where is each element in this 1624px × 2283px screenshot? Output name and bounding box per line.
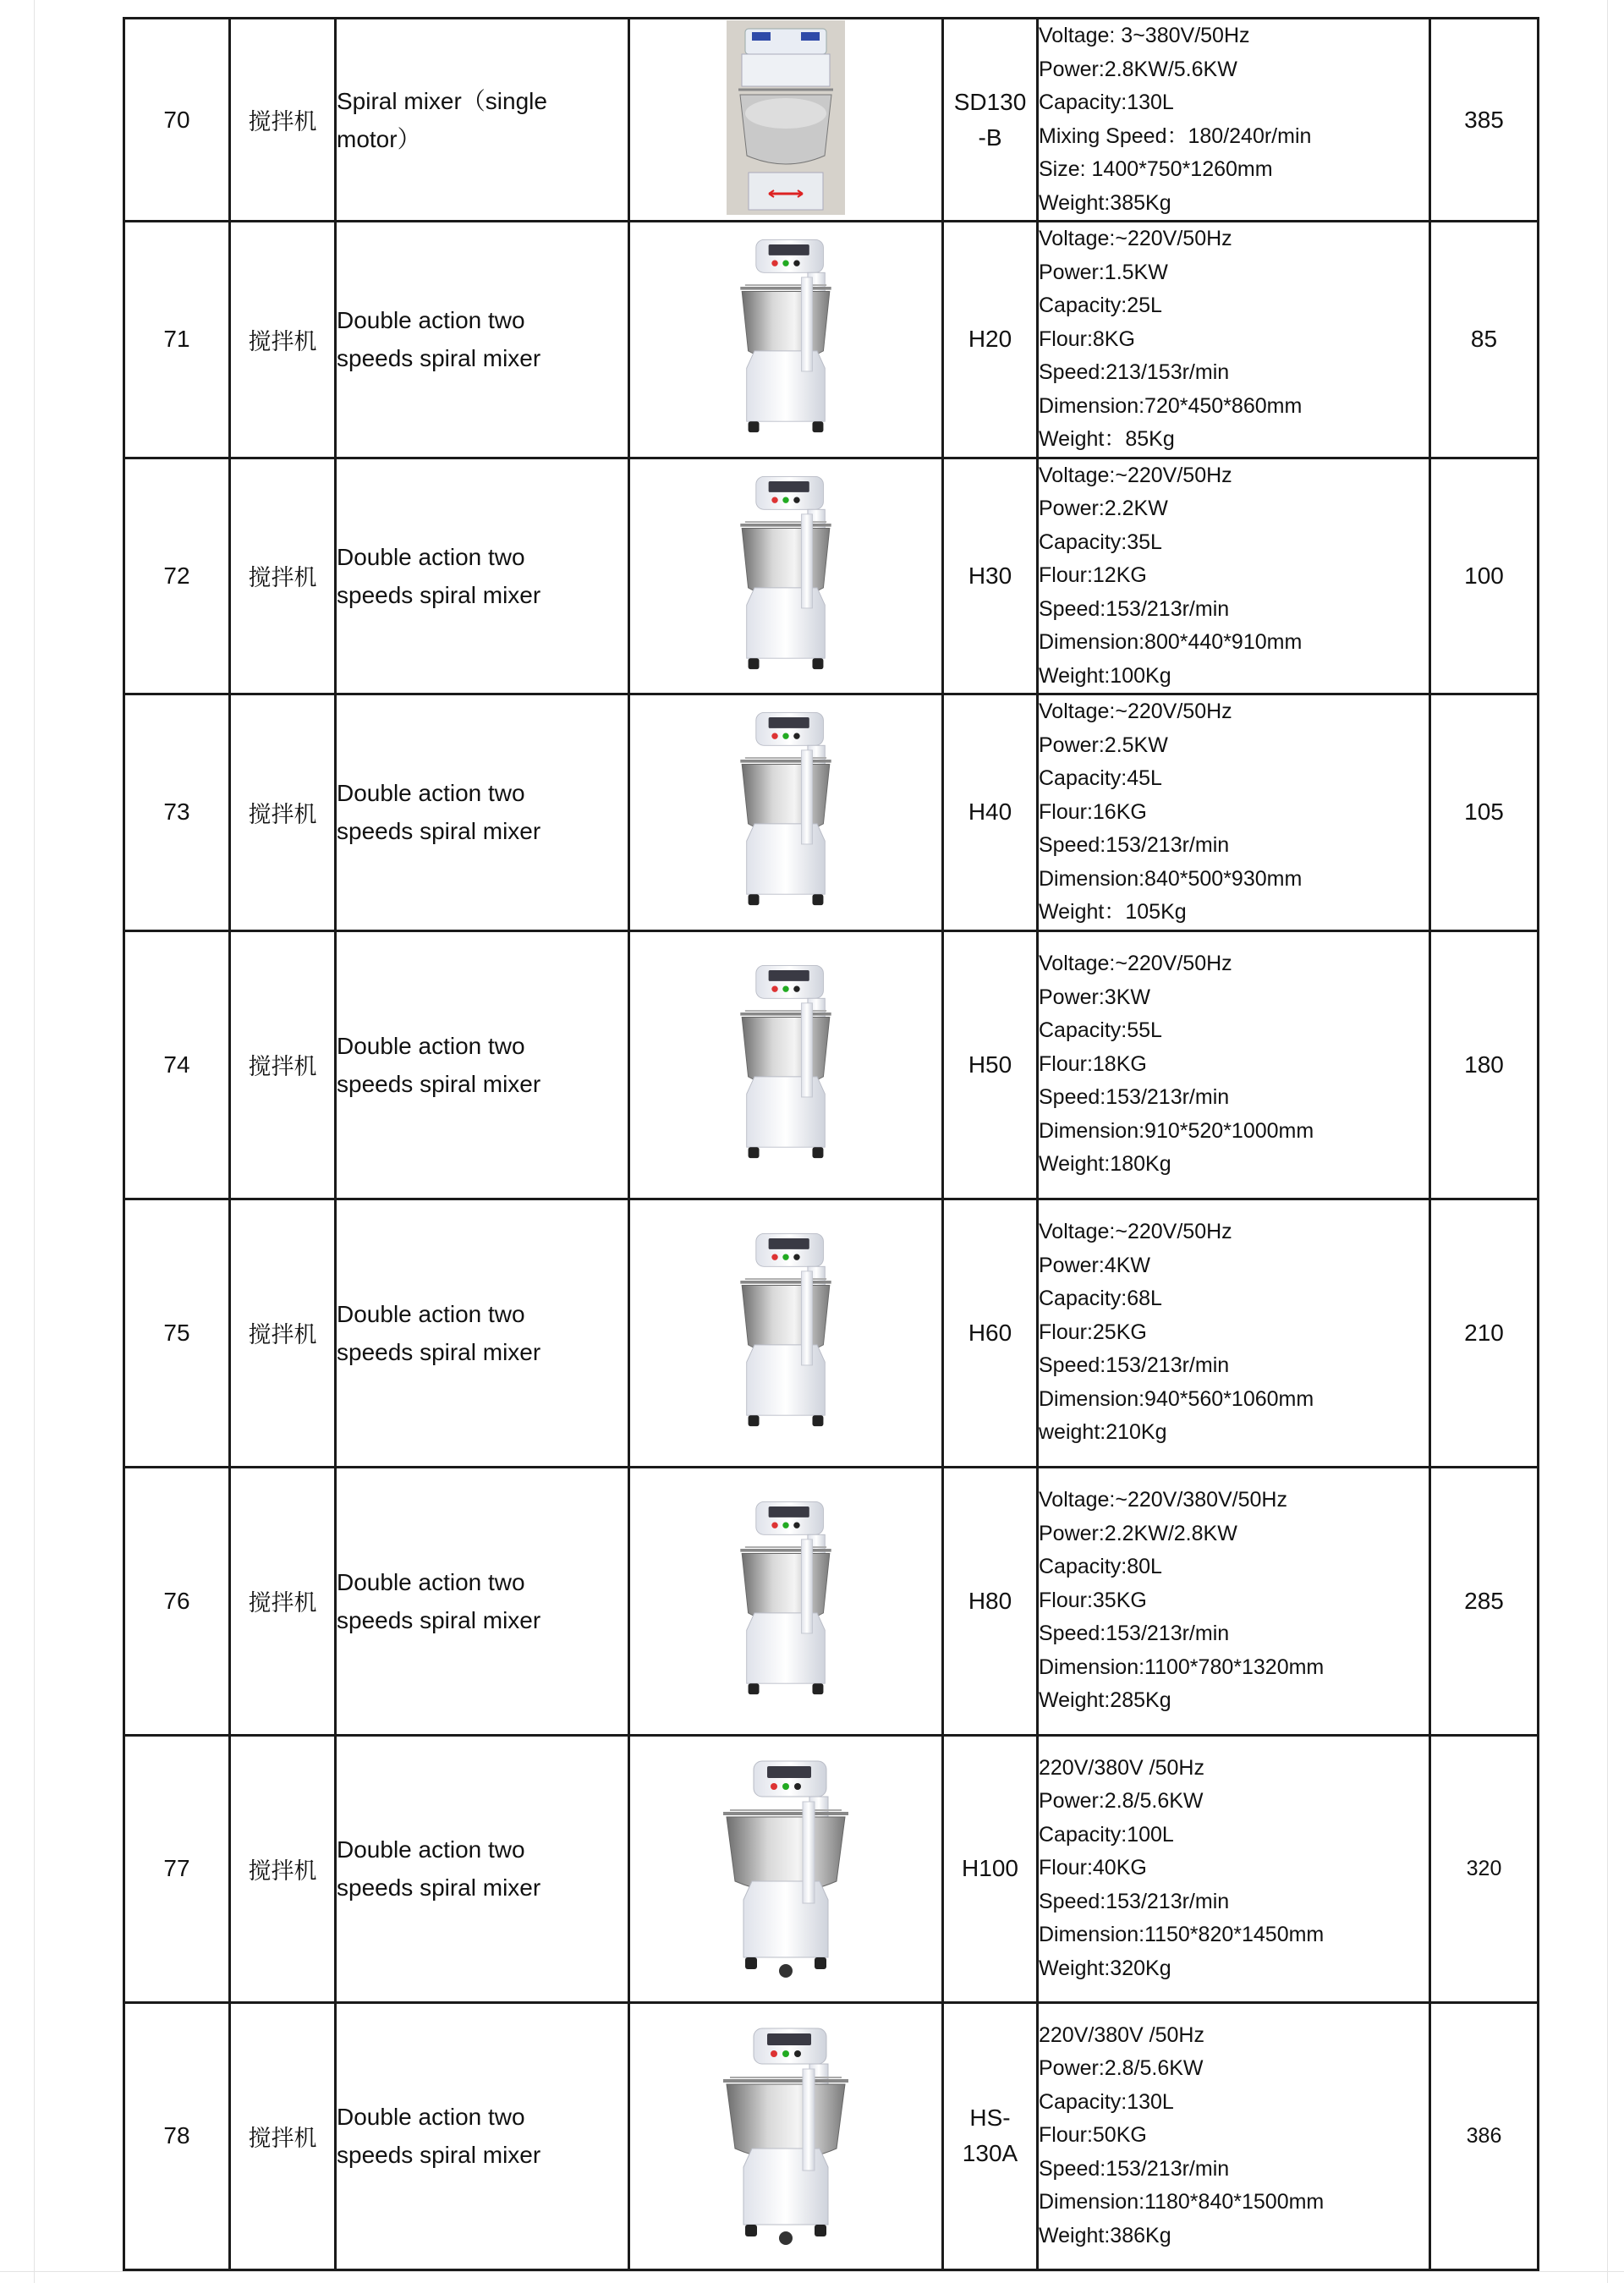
specifications: [1038, 694, 1430, 931]
model-number: [943, 694, 1038, 931]
product-image: [629, 222, 943, 458]
spec-line: Dimension:1150*820*1450mm: [1039, 1923, 1325, 1947]
spec-line: Capacity:25L: [1039, 294, 1162, 317]
spiral-mixer-icon: [701, 1227, 870, 1439]
spec-line: Speed:153/213r/min: [1039, 596, 1230, 621]
product-image: [629, 1735, 943, 2002]
spec-line: Capacity:35L: [1039, 530, 1162, 554]
spec-line: Power:2.2KW: [1039, 497, 1168, 520]
spec-line: Power:4KW: [1039, 1253, 1150, 1277]
product-name: [336, 1199, 629, 1467]
table-row: [124, 1199, 1539, 1467]
price: 85: [1430, 222, 1539, 458]
spec-line: 220V/380V /50Hz: [1039, 1755, 1204, 1780]
specifications: [1038, 19, 1430, 222]
price: 385: [1430, 19, 1539, 222]
product-name-line: speeds spiral mixer: [337, 1070, 541, 1097]
spec-line: Capacity:130L: [1039, 2089, 1174, 2114]
price: 105: [1430, 694, 1539, 931]
price: 100: [1430, 458, 1539, 694]
spec-line: Dimension:1180*840*1500mm: [1039, 2190, 1325, 2214]
product-name-line: Spiral mixer（single: [337, 87, 547, 114]
table-row: [124, 222, 1539, 458]
product-name: [336, 930, 629, 1199]
spec-line: Dimension:910*520*1000mm: [1039, 1118, 1314, 1143]
product-image: [629, 458, 943, 694]
product-name-line: Double action two: [337, 780, 525, 807]
spec-line: Voltage:~220V/380V/50Hz: [1039, 1488, 1287, 1512]
product-name: [336, 1735, 629, 2002]
spec-line: Weight：85Kg: [1039, 427, 1175, 451]
spec-line: Size: 1400*750*1260mm: [1039, 157, 1273, 181]
category-label: 搅拌机: [230, 1199, 336, 1467]
spec-line: Flour:8KG: [1039, 327, 1135, 351]
spec-line: Weight:180Kg: [1039, 1152, 1171, 1177]
spec-line: Mixing Speed：180/240r/min: [1039, 123, 1312, 148]
spec-line: 220V/380V /50Hz: [1039, 2022, 1204, 2047]
table-row: [124, 1735, 1539, 2002]
table-row: [124, 458, 1539, 694]
model-number: [943, 930, 1038, 1199]
product-name-line: Double action two: [337, 1032, 525, 1059]
product-name-line: speeds spiral mixer: [337, 345, 541, 372]
product-name-line: Double action two: [337, 1568, 525, 1595]
product-name-line: speeds spiral mixer: [337, 1606, 541, 1633]
specifications: [1038, 930, 1430, 1199]
spec-line: Speed:213/153r/min: [1039, 360, 1230, 384]
model-line: H80: [968, 1587, 1012, 1614]
spec-line: Capacity:68L: [1039, 1287, 1162, 1311]
product-name-line: speeds spiral mixer: [337, 818, 541, 845]
product-name-line: speeds spiral mixer: [337, 1338, 541, 1365]
spec-line: Flour:12KG: [1039, 563, 1147, 587]
product-name-line: speeds spiral mixer: [337, 2142, 541, 2168]
table-row: [124, 1467, 1539, 1735]
model-line: HS-: [969, 2105, 1011, 2131]
specifications: [1038, 1199, 1430, 1467]
product-name: [336, 458, 629, 694]
spec-line: Power:2.8KW/5.6KW: [1039, 57, 1237, 81]
spec-line: Voltage:~220V/50Hz: [1039, 463, 1232, 487]
spec-line: Weight:320Kg: [1039, 1956, 1171, 1980]
table-row: [124, 930, 1539, 1199]
category-label: 搅拌机: [230, 2002, 336, 2269]
model-line: H60: [968, 1319, 1012, 1346]
spec-line: Flour:18KG: [1039, 1051, 1147, 1076]
specifications: [1038, 1467, 1430, 1735]
spec-line: Weight:285Kg: [1039, 1688, 1171, 1713]
product-name-line: speeds spiral mixer: [337, 1874, 541, 1901]
product-name-line: motor）: [337, 125, 421, 152]
category-label: 搅拌机: [230, 19, 336, 222]
spec-line: Power:2.5KW: [1039, 733, 1168, 757]
price: 210: [1430, 1199, 1539, 1467]
spec-line: Speed:153/213r/min: [1039, 1353, 1230, 1378]
category-label: 搅拌机: [230, 222, 336, 458]
product-name-line: Double action two: [337, 307, 525, 334]
item-number: 76: [124, 1467, 230, 1735]
spiral-mixer-icon: [701, 1495, 870, 1707]
spec-line: Power:2.8/5.6KW: [1039, 1789, 1204, 1814]
item-number: 75: [124, 1199, 230, 1467]
spec-line: Speed:153/213r/min: [1039, 1889, 1230, 1913]
spiral-mixer-icon: [701, 2022, 870, 2250]
spec-line: weight:210Kg: [1039, 1420, 1167, 1445]
spec-line: Dimension:840*500*930mm: [1039, 866, 1303, 891]
spec-line: Capacity:80L: [1039, 1555, 1162, 1579]
spec-line: Voltage: 3~380V/50Hz: [1039, 24, 1250, 47]
product-name: [336, 19, 629, 222]
spec-line: Speed:153/213r/min: [1039, 833, 1230, 857]
spec-line: Flour:50KG: [1039, 2123, 1147, 2148]
product-name: [336, 694, 629, 931]
spec-line: Voltage:~220V/50Hz: [1039, 700, 1232, 723]
model-line: H100: [962, 1855, 1018, 1881]
spiral-mixer-icon: [701, 1754, 870, 1983]
product-name: [336, 2002, 629, 2269]
product-name-line: Double action two: [337, 1300, 525, 1327]
item-number: 70: [124, 19, 230, 222]
category-label: 搅拌机: [230, 694, 336, 931]
category-label: 搅拌机: [230, 458, 336, 694]
product-image: [629, 930, 943, 1199]
spiral-mixer-icon: [701, 706, 870, 918]
product-name-line: Double action two: [337, 1836, 525, 1863]
table-row: [124, 2002, 1539, 2269]
product-name-line: Double action two: [337, 2104, 525, 2130]
model-line: H30: [968, 562, 1012, 589]
item-number: 78: [124, 2002, 230, 2269]
spec-line: Flour:25KG: [1039, 1320, 1147, 1344]
spec-line: Voltage:~220V/50Hz: [1039, 952, 1232, 976]
price: 180: [1430, 930, 1539, 1199]
model-number: [943, 1735, 1038, 2002]
spec-line: Voltage:~220V/50Hz: [1039, 1220, 1232, 1244]
model-number: [943, 2002, 1038, 2269]
item-number: 71: [124, 222, 230, 458]
spec-line: Flour:16KG: [1039, 799, 1147, 824]
spec-line: Power:2.8/5.6KW: [1039, 2056, 1204, 2081]
spec-line: Power:2.2KW/2.8KW: [1039, 1521, 1237, 1545]
spiral-mixer-icon: [727, 20, 845, 215]
spec-line: Capacity:100L: [1039, 1822, 1174, 1847]
specifications: [1038, 2002, 1430, 2269]
model-line: SD130: [953, 88, 1027, 115]
model-line: H40: [968, 799, 1012, 826]
gridline: [0, 2271, 1624, 2272]
item-number: 77: [124, 1735, 230, 2002]
model-number: [943, 1199, 1038, 1467]
specifications: [1038, 1735, 1430, 2002]
spec-line: Dimension:1100*780*1320mm: [1039, 1655, 1325, 1679]
price: 285: [1430, 1467, 1539, 1735]
category-label: 搅拌机: [230, 1735, 336, 2002]
gridline: [1607, 0, 1608, 2283]
spiral-mixer-photo: [727, 20, 845, 215]
model-line: H50: [968, 1051, 1012, 1078]
spec-line: Speed:153/213r/min: [1039, 2156, 1230, 2181]
spec-line: Dimension:940*560*1060mm: [1039, 1386, 1314, 1411]
gridline: [34, 0, 35, 2283]
product-name: [336, 222, 629, 458]
model-number: [943, 222, 1038, 458]
category-label: 搅拌机: [230, 930, 336, 1199]
model-line: H20: [968, 326, 1012, 353]
product-image: [629, 19, 943, 222]
specifications: [1038, 222, 1430, 458]
model-line: -B: [978, 123, 1002, 151]
spec-line: Flour:40KG: [1039, 1856, 1147, 1880]
model-number: [943, 458, 1038, 694]
spec-line: Capacity:55L: [1039, 1018, 1162, 1043]
spec-line: Weight:386Kg: [1039, 2223, 1171, 2247]
table-row: [124, 694, 1539, 931]
product-image: [629, 1467, 943, 1735]
spiral-mixer-icon: [701, 233, 870, 445]
price: 386: [1430, 2002, 1539, 2269]
spec-line: Dimension:720*450*860mm: [1039, 393, 1303, 418]
table-row: [124, 19, 1539, 222]
spec-line: Dimension:800*440*910mm: [1039, 630, 1303, 654]
spec-line: Weight：105Kg: [1039, 900, 1187, 924]
model-line: 130A: [962, 2140, 1018, 2166]
spiral-mixer-icon: [701, 470, 870, 682]
product-image: [629, 694, 943, 931]
spiral-mixer-icon: [701, 959, 870, 1171]
item-number: 74: [124, 930, 230, 1199]
spec-line: Weight:100Kg: [1039, 663, 1171, 688]
spec-line: Capacity:130L: [1039, 91, 1174, 114]
product-image: [629, 1199, 943, 1467]
spec-line: Speed:153/213r/min: [1039, 1085, 1230, 1110]
category-label: 搅拌机: [230, 1467, 336, 1735]
product-table: [123, 17, 1539, 2271]
item-number: 73: [124, 694, 230, 931]
item-number: 72: [124, 458, 230, 694]
spec-line: Speed:153/213r/min: [1039, 1622, 1230, 1646]
product-name-line: Double action two: [337, 543, 525, 570]
product-image: [629, 2002, 943, 2269]
spec-line: Voltage:~220V/50Hz: [1039, 227, 1232, 250]
price: 320: [1430, 1735, 1539, 2002]
product-name-line: speeds spiral mixer: [337, 581, 541, 608]
spec-line: Flour:35KG: [1039, 1588, 1147, 1612]
spec-line: Capacity:45L: [1039, 766, 1162, 790]
spec-line: Weight:385Kg: [1039, 190, 1171, 215]
spec-line: Power:3KW: [1039, 985, 1150, 1009]
spec-line: Power:1.5KW: [1039, 260, 1168, 284]
product-name: [336, 1467, 629, 1735]
model-number: [943, 19, 1038, 222]
specifications: [1038, 458, 1430, 694]
model-number: [943, 1467, 1038, 1735]
